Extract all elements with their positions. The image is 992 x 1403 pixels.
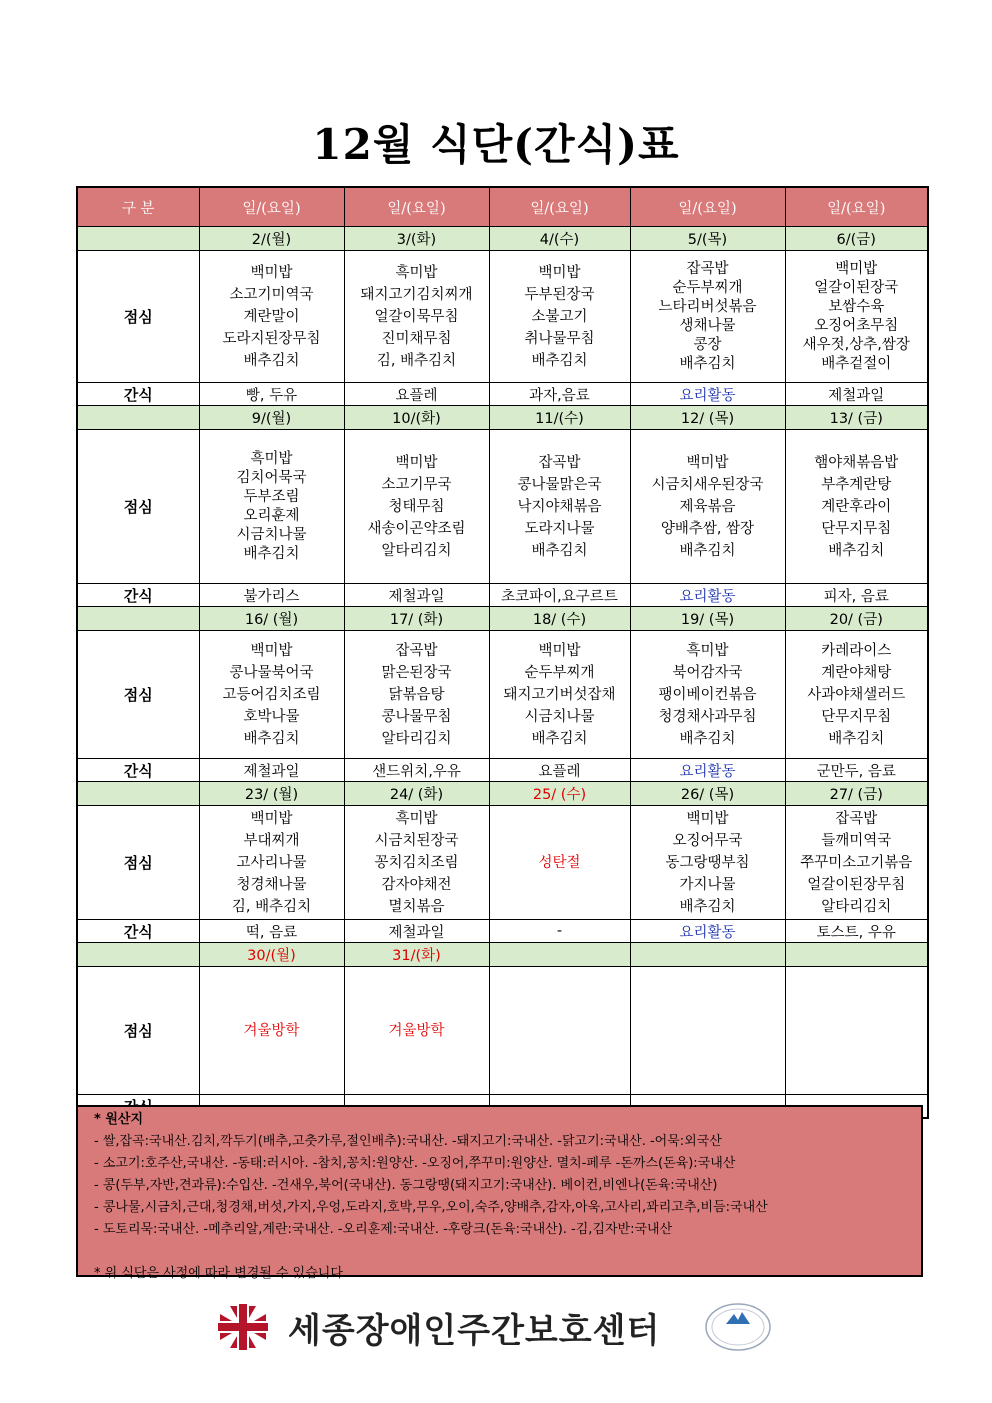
- date-row: [77, 782, 928, 806]
- lunch-cell: [344, 806, 489, 920]
- lunch-row: [77, 967, 928, 1095]
- lunch-cell: [785, 967, 928, 1095]
- lunch-label: 점심: [77, 806, 199, 920]
- menu-item: 고사리나물: [236, 854, 307, 871]
- notes-heading: * 원산지: [94, 1112, 143, 1127]
- date-cell: 13/ (금): [785, 406, 928, 430]
- date-cell: 12/ (목): [630, 406, 785, 430]
- date-cell: [785, 943, 928, 967]
- date-row-label: [77, 782, 199, 806]
- menu-item: 진미채무침: [381, 330, 452, 347]
- date-cell: 11/(수): [489, 406, 630, 430]
- menu-item: 백미밥: [686, 810, 729, 827]
- origin-notes: [76, 1105, 923, 1281]
- lunch-cell: [489, 631, 630, 759]
- menu-item: 알타리김치: [821, 898, 892, 915]
- date-cell: 16/ (월): [199, 607, 344, 631]
- menu-item: 단무지무침: [821, 520, 892, 537]
- header-day: 일/(요일): [785, 187, 928, 227]
- lunch-cell: [630, 967, 785, 1095]
- snack-cell: 제철과일: [785, 383, 928, 406]
- date-row: [77, 943, 928, 967]
- lunch-row: [77, 430, 928, 584]
- date-row-label: [77, 227, 199, 251]
- date-cell: 26/ (목): [630, 782, 785, 806]
- menu-item: 겨울방학: [388, 1022, 445, 1039]
- date-cell: 20/ (금): [785, 607, 928, 631]
- notes-line: - 도토리묵:국내산. -메추리알,계란:국내산. -오리훈제:국내산. -후랑크(돈육:국내산). -김,김자반:국내산: [94, 1222, 673, 1237]
- date-cell: 2/(월): [199, 227, 344, 251]
- menu-item: 배추김치: [531, 542, 588, 559]
- menu-item: 콩나물맑은국: [517, 476, 602, 493]
- menu-item: 호박나물: [243, 708, 300, 725]
- menu-item: 배추김치: [531, 730, 588, 747]
- snack-cell: 요플레: [344, 383, 489, 406]
- menu-item: 배추겉절이: [821, 355, 892, 372]
- menu-item: 백미밥: [395, 454, 438, 471]
- menu-item: 돼지고기김치찌개: [360, 286, 473, 303]
- menu-item: 콩나물무침: [381, 708, 452, 725]
- menu-item: 성탄절: [538, 854, 581, 871]
- menu-item: 소고기미역국: [229, 286, 314, 303]
- menu-item: 쭈꾸미소고기볶음: [800, 854, 913, 871]
- menu-item: 맑은된장국: [381, 664, 452, 681]
- snack-label: 간식: [77, 759, 199, 782]
- menu-item: 흑미밥: [250, 450, 293, 467]
- lunch-cell: [785, 430, 928, 584]
- menu-item: 백미밥: [250, 642, 293, 659]
- menu-item: 부대찌개: [243, 832, 300, 849]
- lunch-cell: [489, 806, 630, 920]
- menu-item: 도라지나물: [524, 520, 595, 537]
- sejong-city-seal-icon: [704, 1302, 772, 1352]
- menu-item: 배추김치: [243, 730, 300, 747]
- date-row: [77, 227, 928, 251]
- date-cell: 24/ (화): [344, 782, 489, 806]
- menu-item: 시금치나물: [524, 708, 595, 725]
- caritas-cross-icon: [218, 1304, 268, 1350]
- header-day: 일/(요일): [344, 187, 489, 227]
- notes-line: - 콩나물,시금치,근대,청경채,버섯,가지,우엉,도라지,호박,무우,오이,숙주,양배추,감자,아욱,고사리,꽈리고추,비듬:국내산: [94, 1200, 768, 1215]
- header-category: 구 분: [77, 187, 199, 227]
- menu-item: 백미밥: [538, 264, 581, 281]
- menu-item: 얼갈이묵무침: [374, 308, 459, 325]
- date-cell: 18/ (수): [489, 607, 630, 631]
- menu-item: 계란말이: [243, 308, 300, 325]
- date-cell: 10/(화): [344, 406, 489, 430]
- menu-item: 햄야채볶음밥: [814, 454, 899, 471]
- snack-row: [77, 920, 928, 943]
- date-row-label: [77, 943, 199, 967]
- lunch-cell: [199, 806, 344, 920]
- snack-cell: 토스트, 우유: [785, 920, 928, 943]
- lunch-cell: [630, 631, 785, 759]
- menu-item: 북어감자국: [672, 664, 743, 681]
- menu-item: 알타리김치: [381, 542, 452, 559]
- snack-cell: 요리활동: [630, 920, 785, 943]
- menu-item: 흑미밥: [686, 642, 729, 659]
- date-cell: 23/ (월): [199, 782, 344, 806]
- menu-item: 꽁치김치조림: [374, 854, 459, 871]
- snack-cell: 초코파이,요구르트: [489, 584, 630, 607]
- date-row: [77, 607, 928, 631]
- menu-item: 겨울방학: [243, 1022, 300, 1039]
- snack-cell: 빵, 두유: [199, 383, 344, 406]
- menu-table: [76, 186, 929, 1119]
- menu-item: 보쌈수육: [828, 298, 885, 315]
- date-cell: [489, 943, 630, 967]
- menu-item: 김치어묵국: [236, 469, 307, 486]
- menu-item: 백미밥: [250, 810, 293, 827]
- lunch-cell: [630, 806, 785, 920]
- snack-cell: 떡, 음료: [199, 920, 344, 943]
- date-cell: 31/(화): [344, 943, 489, 967]
- date-cell: 25/ (수): [489, 782, 630, 806]
- page-title: 12월 식단(간식)표: [312, 120, 680, 169]
- date-cell: 30/(월): [199, 943, 344, 967]
- lunch-label: 점심: [77, 631, 199, 759]
- menu-item: 계란후라이: [821, 498, 892, 515]
- menu-item: 흑미밥: [395, 264, 438, 281]
- menu-item: 김, 배추김치: [376, 352, 457, 369]
- lunch-cell: [630, 251, 785, 383]
- menu-item: 잡곡밥: [835, 810, 878, 827]
- menu-item: 두부조림: [243, 488, 300, 505]
- menu-item: 청경채나물: [236, 876, 307, 893]
- menu-item: 배추김치: [679, 355, 736, 372]
- snack-cell: 요리활동: [630, 383, 785, 406]
- menu-item: 두부된장국: [524, 286, 595, 303]
- notes-line: - 소고기:호주산,국내산. -동태:러시아. -참치,꽁치:원양산. -오징어,쭈꾸미:원양산. 멸치-페루 -돈까스(돈육):국내산: [94, 1156, 736, 1171]
- menu-item: 배추김치: [243, 352, 300, 369]
- menu-item: 청경채사과무침: [658, 708, 757, 725]
- menu-item: 청태무침: [388, 498, 445, 515]
- header-row: [77, 187, 928, 227]
- menu-item: 백미밥: [835, 260, 878, 277]
- lunch-cell: [199, 631, 344, 759]
- date-cell: 19/ (목): [630, 607, 785, 631]
- snack-cell: 요플레: [489, 759, 630, 782]
- lunch-cell: [344, 251, 489, 383]
- menu-item: 배추김치: [828, 730, 885, 747]
- menu-item: 부추계란탕: [821, 476, 892, 493]
- menu-item: 생채나물: [679, 317, 736, 334]
- date-cell: 4/(수): [489, 227, 630, 251]
- menu-item: 배추김치: [531, 352, 588, 369]
- snack-row: [77, 759, 928, 782]
- menu-item: 콩나물북어국: [229, 664, 314, 681]
- lunch-row: [77, 631, 928, 759]
- menu-item: 팽이베이컨볶음: [658, 686, 757, 703]
- menu-item: 고등어김치조림: [222, 686, 321, 703]
- date-cell: [630, 943, 785, 967]
- snack-label: 간식: [77, 584, 199, 607]
- menu-item: 얼갈이된장국: [814, 279, 899, 296]
- menu-item: 시금치나물: [236, 526, 307, 543]
- menu-item: 느타리버섯볶음: [658, 298, 757, 315]
- menu-item: 도라지된장무침: [222, 330, 321, 347]
- menu-item: 흑미밥: [395, 810, 438, 827]
- snack-cell: 군만두, 음료: [785, 759, 928, 782]
- date-row: [77, 406, 928, 430]
- date-cell: 3/(화): [344, 227, 489, 251]
- snack-cell: 요리활동: [630, 759, 785, 782]
- organization-name: 세종장애인주간보호센터: [288, 1311, 661, 1351]
- menu-item: 양배추쌈, 쌈장: [660, 520, 755, 537]
- snack-cell: 제철과일: [344, 584, 489, 607]
- menu-item: 새우젓,상추,쌈장: [802, 336, 910, 353]
- menu-item: 순두부찌개: [524, 664, 595, 681]
- menu-item: 오징어무국: [672, 832, 743, 849]
- lunch-cell: [785, 631, 928, 759]
- menu-item: 배추김치: [679, 898, 736, 915]
- menu-item: 계란야채탕: [821, 664, 892, 681]
- menu-item: 얼갈이된장무침: [807, 876, 906, 893]
- snack-cell: 과자,음료: [489, 383, 630, 406]
- date-row-label: [77, 607, 199, 631]
- menu-item: 배추김치: [679, 730, 736, 747]
- lunch-cell: [344, 631, 489, 759]
- date-cell: 6/(금): [785, 227, 928, 251]
- menu-item: 김, 배추김치: [231, 898, 312, 915]
- menu-item: 새송이곤약조림: [367, 520, 466, 537]
- menu-item: 알타리김치: [381, 730, 452, 747]
- menu-item: 오징어초무침: [814, 317, 899, 334]
- lunch-label: 점심: [77, 967, 199, 1095]
- menu-item: 단무지무침: [821, 708, 892, 725]
- menu-item: 소불고기: [531, 308, 588, 325]
- snack-row: [77, 383, 928, 406]
- menu-item: 카레라이스: [821, 642, 892, 659]
- lunch-cell: [199, 251, 344, 383]
- snack-cell: 요리활동: [630, 584, 785, 607]
- menu-item: 소고기무국: [381, 476, 452, 493]
- date-cell: 9/(월): [199, 406, 344, 430]
- date-row-label: [77, 406, 199, 430]
- lunch-cell: [199, 430, 344, 584]
- menu-item: 동그랑땡부침: [665, 854, 750, 871]
- notes-line: - 콩(두부,자반,견과류):수입산. -건새우,북어(국내산). 동그랑땡(돼지고기:국내산). 베이컨,비엔나(돈육:국내산): [94, 1178, 718, 1193]
- lunch-row: [77, 806, 928, 920]
- menu-item: 시금치새우된장국: [651, 476, 764, 493]
- snack-row: [77, 584, 928, 607]
- snack-cell: 불가리스: [199, 584, 344, 607]
- menu-item: 닭볶음탕: [388, 686, 445, 703]
- menu-item: 순두부찌개: [672, 279, 743, 296]
- menu-item: 사과야채샐러드: [807, 686, 906, 703]
- snack-cell: -: [489, 920, 630, 943]
- menu-item: 오리훈제: [243, 507, 300, 524]
- header-day: 일/(요일): [630, 187, 785, 227]
- lunch-cell: [785, 251, 928, 383]
- menu-item: 잡곡밥: [395, 642, 438, 659]
- lunch-row: [77, 251, 928, 383]
- lunch-cell: [344, 967, 489, 1095]
- lunch-label: 점심: [77, 430, 199, 584]
- lunch-cell: [489, 430, 630, 584]
- header-day: 일/(요일): [199, 187, 344, 227]
- date-cell: 17/ (화): [344, 607, 489, 631]
- header-day: 일/(요일): [489, 187, 630, 227]
- snack-cell: 피자, 음료: [785, 584, 928, 607]
- date-cell: 27/ (금): [785, 782, 928, 806]
- snack-label: 간식: [77, 920, 199, 943]
- menu-item: 잡곡밥: [538, 454, 581, 471]
- snack-cell: 제철과일: [344, 920, 489, 943]
- notes-line: - 쌀,잡곡:국내산.김치,깍두기(배추,고춧가루,절인배추):국내산. -돼지고기:국내산. -닭고기:국내산. -어묵:외국산: [94, 1134, 722, 1149]
- lunch-label: 점심: [77, 251, 199, 383]
- menu-item: 취나물무침: [524, 330, 595, 347]
- date-cell: 5/(목): [630, 227, 785, 251]
- lunch-cell: [344, 430, 489, 584]
- menu-item: 백미밥: [250, 264, 293, 281]
- menu-item: 잡곡밥: [686, 260, 729, 277]
- snack-cell: 샌드위치,우유: [344, 759, 489, 782]
- menu-item: 백미밥: [538, 642, 581, 659]
- menu-item: 백미밥: [686, 454, 729, 471]
- lunch-cell: [199, 967, 344, 1095]
- lunch-cell: [785, 806, 928, 920]
- menu-item: 가지나물: [679, 876, 736, 893]
- snack-cell: 제철과일: [199, 759, 344, 782]
- menu-item: 감자야채전: [381, 876, 452, 893]
- menu-item: 배추김치: [679, 542, 736, 559]
- menu-item: 돼지고기버섯잡채: [503, 686, 616, 703]
- lunch-cell: [630, 430, 785, 584]
- menu-item: 제육볶음: [679, 498, 736, 515]
- menu-item: 시금치된장국: [374, 832, 459, 849]
- snack-label: 간식: [77, 383, 199, 406]
- menu-item: 멸치볶음: [388, 898, 445, 915]
- lunch-cell: [489, 251, 630, 383]
- menu-item: 낙지야채볶음: [517, 498, 602, 515]
- menu-item: 배추김치: [243, 545, 300, 562]
- menu-item: 배추김치: [828, 542, 885, 559]
- notes-footnote: * 위 식단은 사정에 따라 변경될 수 있습니다.: [94, 1266, 348, 1281]
- lunch-cell: [489, 967, 630, 1095]
- menu-item: 콩장: [693, 336, 722, 353]
- menu-item: 들깨미역국: [821, 832, 892, 849]
